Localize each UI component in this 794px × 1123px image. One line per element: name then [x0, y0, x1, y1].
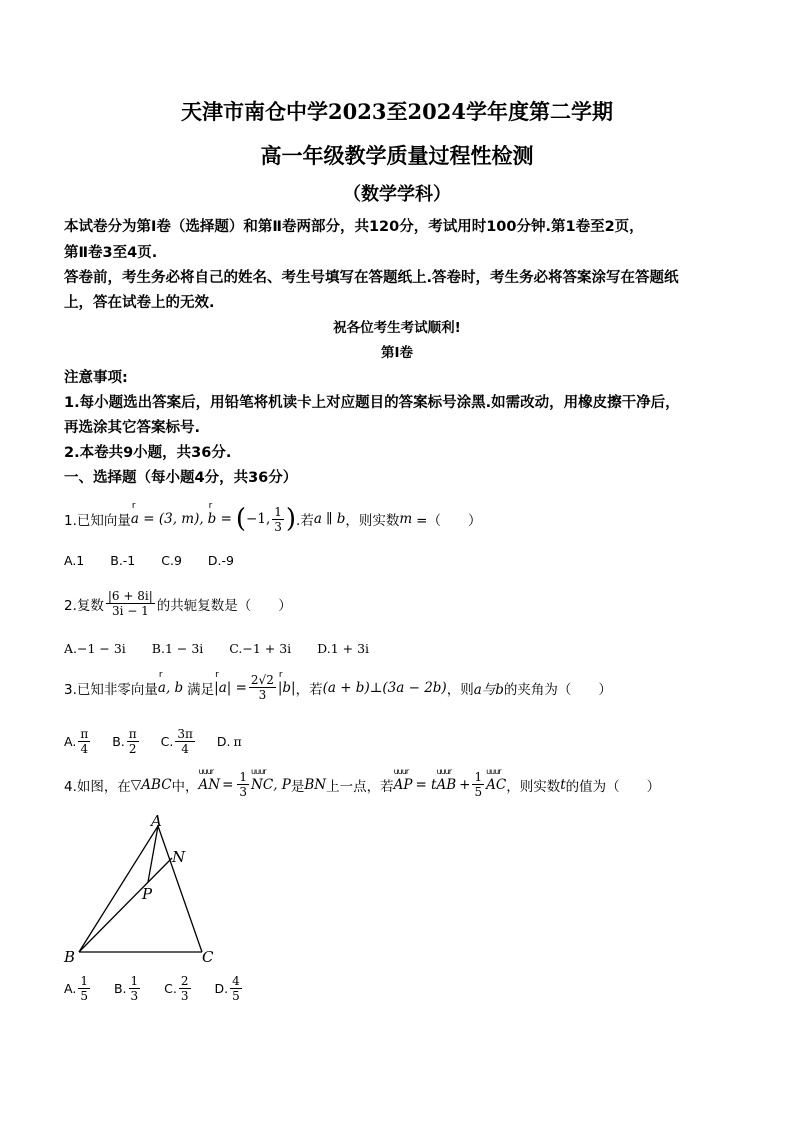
part-heading: 第Ⅰ卷 — [380, 345, 414, 361]
label-a: A — [151, 812, 162, 830]
exam-subtitle: 高一年级教学质量过程性检测 — [260, 143, 534, 168]
q2-fraction: $\frac{|6 + 8i|}{3i - 1}$ — [107, 589, 153, 618]
intro-line-2: 第Ⅱ卷3至4页. — [64, 245, 158, 261]
q1-mid: .若 — [296, 513, 314, 529]
q4-point-p: , P — [273, 776, 291, 793]
edge-ac — [158, 826, 202, 952]
q2-options — [64, 641, 391, 656]
q1-fraction: $\frac{1}{3}$ — [274, 504, 282, 534]
q3-mid-2: ，若 — [295, 681, 323, 698]
q4-option-c: C. $\frac{2}{3}$ — [164, 974, 189, 1003]
q4-vector-an: uuur AN — [199, 777, 221, 793]
q3-mid-3: ，则 — [446, 681, 474, 698]
q3-a-and-b: a与b — [473, 681, 504, 698]
q3-abs-b: r |b| — [278, 680, 296, 696]
q4-eq-2: = t — [415, 776, 437, 793]
q1-eq: =（ ） — [416, 513, 482, 529]
question-4 — [64, 770, 660, 799]
q1-option-d: D.-9 — [207, 553, 234, 568]
q4-triangle-figure — [60, 812, 230, 968]
q1-option-c: C.9 — [161, 553, 182, 568]
q2-prefix: 2.复数 — [64, 597, 104, 614]
q4-mid-3: 是 — [290, 778, 305, 795]
q1-prefix: 1.已知向量 — [64, 513, 131, 529]
intro-line-4: 上，答在试卷上的无效. — [64, 295, 215, 311]
q4-vector-ab: uuur AB — [436, 777, 456, 793]
note-2: 2.本卷共9小题，共36分. — [64, 445, 232, 461]
label-b: B — [64, 948, 76, 966]
q4-eq-1: = — [222, 776, 234, 793]
q4-fraction-1: $\frac{1}{3}$ — [239, 770, 248, 799]
q4-triangle: ▽ABC — [130, 776, 172, 793]
q3-mid-1: 满足 — [187, 681, 215, 698]
note-1-line-2: 再选涂其它答案标号. — [64, 420, 201, 436]
q1-var-m: m — [399, 511, 413, 527]
intro-line-3: 答卷前，考生务必将自己的姓名、考生号填写在答题纸上.答卷时，考生务必将答案涂写在答题纸 — [64, 270, 679, 286]
q1-suffix: ，则实数 — [345, 513, 400, 529]
q3-fraction: $\frac{2√2}{3}$ — [250, 673, 274, 702]
question-3 — [64, 673, 612, 702]
q3-option-a: A. $\frac{\pi}{4}$ — [64, 727, 89, 756]
q2-option-d: D.1 + 3i — [317, 641, 370, 656]
q3-option-d: D. π — [216, 734, 242, 749]
q4-fraction-2: $\frac{1}{5}$ — [474, 770, 483, 799]
question-2 — [64, 589, 292, 618]
q4-vector-ap: uuur AP — [394, 777, 413, 793]
q1-options — [64, 553, 256, 568]
q3-suffix: 的夹角为（ ） — [503, 681, 612, 698]
q4-option-b: B. $\frac{1}{3}$ — [113, 974, 139, 1003]
q4-mid-4: 上一点，若 — [326, 778, 394, 795]
q3-abs-a: r |a| = — [214, 680, 247, 696]
q3-options — [64, 727, 242, 756]
q4-option-a: A. $\frac{1}{5}$ — [64, 974, 88, 1003]
q4-mid-1: 中， — [171, 778, 199, 795]
notes-heading: 注意事项: — [64, 370, 128, 386]
wish-text: 祝各位考生考试顺利! — [333, 320, 461, 336]
q2-option-a: A.−1 − 3i — [64, 641, 126, 656]
q1-vector-a: r a = (3, m), — [131, 511, 204, 527]
q4-suffix: 的值为（ ） — [565, 778, 661, 795]
q4-var-t: t — [560, 776, 566, 793]
q4-vector-nc: uuur NC — [251, 777, 273, 793]
q1-parallel: a ∥ b — [313, 511, 346, 527]
q3-option-c: C. $\frac{3\pi}{4}$ — [160, 727, 193, 756]
label-p: P — [142, 885, 153, 903]
q4-options — [64, 974, 244, 1003]
q2-suffix: 的共轭复数是（ ） — [156, 597, 292, 614]
label-c: C — [202, 948, 214, 966]
q4-vector-ac: uuur AC — [486, 777, 506, 793]
note-1-line-1: 1.每小题选出答案后，用铅笔将机读卡上对应题目的答案标号涂黑.如需改动，用橡皮擦干净后， — [64, 395, 680, 411]
q2-option-c: C.−1 + 3i — [229, 641, 292, 656]
q1-option-b: B.-1 — [110, 553, 136, 568]
q3-option-b: B. $\frac{\pi}{2}$ — [112, 727, 137, 756]
exam-title: 天津市南仓中学2023至2024学年度第二学期 — [181, 99, 613, 124]
intro-line-1: 本试卷分为第Ⅰ卷（选择题）和第Ⅱ卷两部分，共120分，考试用时100分钟.第1卷至2页， — [64, 219, 644, 235]
q3-vectors: r a, b — [158, 680, 183, 696]
section-heading: 一、选择题（每小题4分，共36分） — [64, 470, 298, 486]
q3-prefix: 3.已知非零向量 — [64, 681, 158, 698]
question-1: 1.已知向量 r a = (3, m), r b = ( −1, $\frac{1}{3}$ ) .若 a ∥ b ，则实数 m =（ ） — [64, 504, 481, 534]
q1-vector-b: r b = — [208, 511, 232, 527]
label-n: N — [172, 848, 186, 866]
q2-option-b: B.1 − 3i — [151, 641, 204, 656]
exam-subject: （数学学科） — [343, 184, 451, 205]
q4-mid-5: ，则实数 — [506, 778, 561, 795]
q1-b-component: −1, — [246, 511, 271, 527]
q4-plus: + — [459, 776, 471, 793]
q4-option-d: D. $\frac{4}{5}$ — [214, 974, 240, 1003]
q4-segment-bn: BN — [304, 776, 327, 793]
q4-prefix: 4.如图，在 — [64, 778, 131, 795]
q3-perp: (a + b)⊥(3a − 2b) — [322, 679, 447, 696]
segment-bn — [79, 858, 172, 952]
q1-option-a: A.1 — [64, 553, 85, 568]
